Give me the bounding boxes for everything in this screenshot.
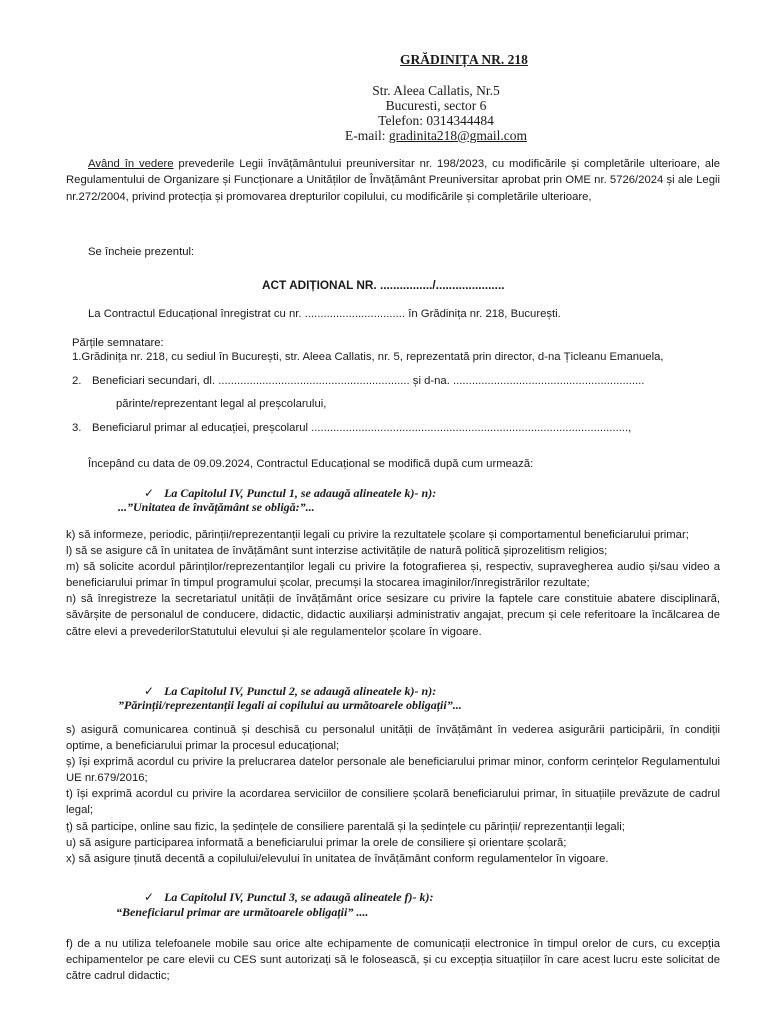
section-2-subtitle: ”Părinții/reprezentanții legali ai copilului au următoarele obligații”... <box>118 698 462 712</box>
section-2-heading: La Capitolul IV, Punctul 2, se adaugă alineatele k)- n): <box>164 684 437 698</box>
list-item: m) să solicite acordul părinților/reprezentanților legali cu privire la fotografierea și, respectiv, supravegherea audio și/sau video a beneficiarului primar în timpul programului școlar, precumși la stocarea imaginilor/înregistrărilor rezultate; <box>66 561 720 590</box>
intro-text: prevederile Legii învățământului preuniversitar nr. 198/2023, cu modificările și completările ulterioare, ale Regulamentului de Organizare și Funcționare a Unităților de Învățământ Preuniversitar aprobat prin OME nr. 5726/2024 și ale Legii nr.272/2004, privind protecția și promovarea drepturilor copilului, cu modificările și completările ulterioare, <box>66 158 720 203</box>
check-icon: ✓ <box>144 486 155 500</box>
list-item: x) să asigure ținută decentă a copilului/elevului în unitatea de învățământ conform regulamentelor în vigoare. <box>66 852 609 865</box>
party-3: Beneficiarul primar al educației, preșcolarul ....................................................................................................., <box>92 422 632 434</box>
section-3-title <box>144 890 434 905</box>
school-city: Bucuresti, sector 6 <box>385 98 487 113</box>
school-header <box>0 52 768 143</box>
list-item: l) să se asigure că în unitatea de învățământ sunt interzise activitățile de natură politică șiprozelitism religios; <box>66 545 608 558</box>
check-icon: ✓ <box>144 684 155 698</box>
list-item: f) de a nu utiliza telefoanele mobile sau orice alte echipamente de comunicații electronice în timpul orelor de curs, cu excepția echipamentelor pe care elevii cu CES sunt autorizați să le folosească, și cu excepția situațiilor în care acest lucru este solicitat de către cadrul didactic; <box>66 938 720 983</box>
list-item: s) asigură comunicarea continuă și deschisă cu personalul unității de învățământ în vederea asigurării participării, în condiții optime, a beneficiarului primar la procesul educațional; <box>66 724 720 753</box>
school-name: GRĂDINIȚA NR. 218 <box>400 52 528 67</box>
school-email-line <box>52 128 768 143</box>
list-item: ș) își exprimă acordul cu privire la prelucrarea datelor personale ale beneficiarului primar minor, conform cerințelor Regulamentului UE nr.679/2016; <box>66 756 720 785</box>
list-item: u) să asigure participarea informată a beneficiarului primar la orele de consiliere și orientare școlară; <box>66 836 567 849</box>
intro-underlined: Având în vedere <box>88 158 174 170</box>
section-1-subtitle: ...”Unitatea de învățământ se obligă:”... <box>118 500 315 514</box>
section-2-title <box>144 684 436 699</box>
school-phone: Telefon: 0314344484 <box>378 113 494 128</box>
section-1-heading: La Capitolul IV, Punctul 1, se adaugă alineatele k)- n): <box>164 486 437 500</box>
party-2-number: 2. <box>72 375 82 387</box>
section-1-title <box>144 486 436 501</box>
list-item: n) să înregistreze la secretariatul unității de învățământ orice sesizare cu privire la faptele care constituie abatere disciplinară, săvârșite de personalul de conducere, didactic, didactic auxiliarși administrativ angajat, precum și cele referitoare la încălcarea de către elevi a prevederilorStatutului elevului și ale regulamentelor școlare în vigoare. <box>66 593 720 638</box>
email-link[interactable]: gradinita218@gmail.com <box>388 128 527 143</box>
party-2: Beneficiari secundari, dl. ............................................................. și d-na. ............................................................. <box>92 375 645 387</box>
party-2-role: părinte/reprezentant legal al preșcolarului, <box>116 398 327 410</box>
intro-paragraph <box>66 156 720 205</box>
section-3-heading: La Capitolul IV, Punctul 3, se adaugă alineatele f)- k): <box>164 890 434 904</box>
parties-label: Părțile semnatare: <box>72 337 164 349</box>
start-date-line: Începând cu data de 09.09.2024, Contractul Educațional se modifică după cum urmează: <box>88 458 534 470</box>
section-3-list <box>66 936 720 984</box>
section-1-list <box>66 527 720 640</box>
contract-line: La Contractul Educațional înregistrat cu nr. ................................ în Grădinița nr. 218, București. <box>88 308 561 320</box>
check-icon: ✓ <box>144 890 155 904</box>
list-item: ț) să participe, online sau fizic, la ședințele de consiliere parentală și la ședințele cu părinții/ reprezentanții legali; <box>66 820 625 833</box>
section-2-list <box>66 722 720 867</box>
list-item: k) să informeze, periodic, părinții/reprezentanții legali cu privire la rezultatele școlare și comportamentul beneficiarului primar; <box>66 529 689 541</box>
list-item: t) își exprimă acordul cu privire la acordarea serviciilor de consiliere școlară beneficiarului primar, în situațiile prevăzute de cadrul legal; <box>66 788 720 817</box>
concluded-line: Se încheie prezentul: <box>88 246 195 258</box>
party-3-number: 3. <box>72 422 82 434</box>
act-title: ACT ADIȚIONAL NR. ................/..................... <box>262 278 505 292</box>
email-label: E-mail: <box>345 128 389 143</box>
school-street: Str. Aleea Callatis, Nr.5 <box>372 83 500 98</box>
party-1: 1.Grădinița nr. 218, cu sediul în București, str. Aleea Callatis, nr. 5, reprezentată prin director, d-na Țicleanu Emanuela, <box>72 351 664 363</box>
section-3-subtitle: “Beneficiarul primar are următoarele obligații” .... <box>116 905 369 919</box>
